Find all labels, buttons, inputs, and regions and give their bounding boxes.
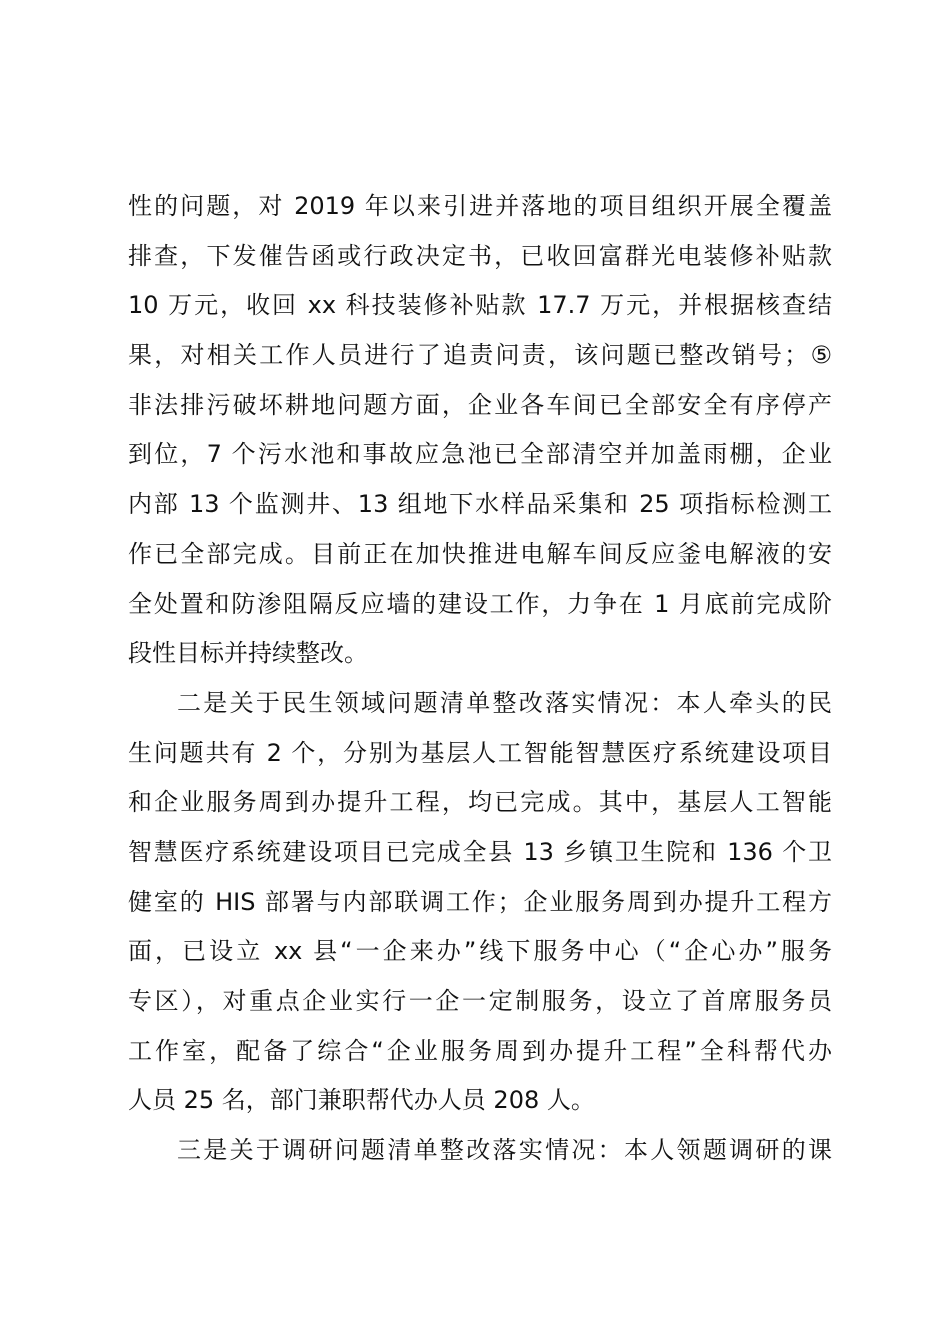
text-line: 到位，7 个污水池和事故应急池已全部清空并加盖雨棚，企业 [128,440,832,469]
text-line: 三是关于调研问题清单整改落实情况：本人领题调研的课 [177,1136,832,1165]
text-line: 果，对相关工作人员进行了追责问责，该问题已整改销号；⑤ [128,341,832,370]
text-line: 工作室，配备了综合“企业服务周到办提升工程”全科帮代办 [128,1036,832,1065]
document-body [128,182,832,1176]
paragraph-research-issues [128,1126,832,1176]
text-line: 性的问题，对 2019 年以来引进并落地的项目组织开展全覆盖 [128,192,832,220]
text-line: 排查，下发催告函或行政决定书，已收回富群光电装修补贴款 [128,241,832,270]
text-line: 生问题共有 2 个，分别为基层人工智能智慧医疗系统建设项目 [128,738,832,767]
text-line: 人员 25 名，部门兼职帮代办人员 208 人。 [128,1086,595,1115]
text-line: 专区），对重点企业实行一企一定制服务，设立了首席服务员 [128,987,832,1015]
text-line: 面，已设立 xx 县“一企来办”线下服务中心（“企心办”服务 [128,937,832,966]
text-line: 二是关于民生领域问题清单整改落实情况：本人牵头的民 [177,688,832,717]
text-line: 健室的 HIS 部署与内部联调工作；企业服务周到办提升工程方 [128,887,832,916]
text-line: 作已全部完成。目前正在加快推进电解车间反应釜电解液的安 [128,539,832,568]
paragraph-continuation [128,182,832,679]
text-line: 非法排污破坏耕地问题方面，企业各车间已全部安全有序停产 [128,390,832,419]
text-line: 智慧医疗系统建设项目已完成全县 13 乡镇卫生院和 136 个卫 [128,837,832,866]
text-line: 10 万元，收回 xx 科技装修补贴款 17.7 万元，并根据核查结 [128,291,832,320]
text-line: 段性目标并持续整改。 [128,639,368,668]
text-line: 内部 13 个监测井、13 组地下水样品采集和 25 项指标检测工 [128,490,832,519]
text-line: 和企业服务周到办提升工程，均已完成。其中，基层人工智能 [128,788,832,817]
text-line: 全处置和防渗阻隔反应墙的建设工作，力争在 1 月底前完成阶 [128,589,832,618]
paragraph-livelihood-issues [128,679,832,1126]
